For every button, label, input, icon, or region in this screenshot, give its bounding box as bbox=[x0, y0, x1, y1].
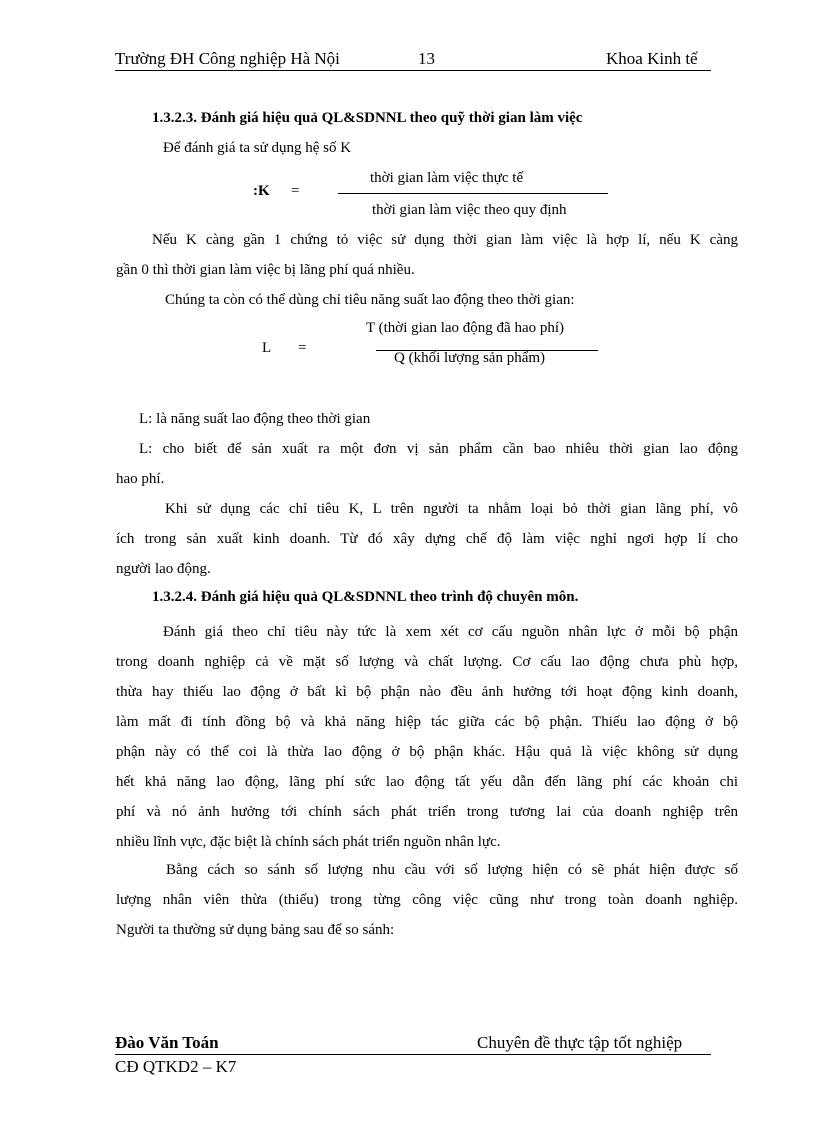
paragraph-structure-line4: làm mất đi tính đồng bộ và khả năng hiệp tác giữa các bộ phận. Thiếu lao động ở bộ bbox=[116, 714, 738, 730]
formula-l-numerator: T (thời gian lao động đã hao phí) bbox=[366, 320, 565, 336]
section-heading-2: 1.3.2.4. Đánh giá hiệu quả QL&SDNNL theo trình độ chuyên môn. bbox=[152, 589, 579, 605]
paragraph-compare-line3: Người ta thường sử dụng bảng sau để so sánh: bbox=[116, 922, 395, 938]
footer-title: Chuyên đề thực tập tốt nghiệp bbox=[477, 1033, 683, 1052]
intro-text: Để đánh giá ta sử dụng hệ số K bbox=[163, 140, 352, 156]
footer-rule bbox=[115, 1054, 711, 1055]
definition-l-2-line2: hao phí. bbox=[116, 471, 165, 487]
formula-k-numerator: thời gian làm việc thực tế bbox=[370, 170, 524, 186]
definition-l-1: L: là năng suất lao động theo thời gian bbox=[139, 411, 371, 427]
paragraph-k-line1: Nếu K càng gần 1 chứng tỏ việc sử dụng thời gian làm việc là hợp lí, nếu K càng bbox=[152, 232, 738, 248]
page-number: 13 bbox=[418, 49, 435, 68]
header-faculty: Khoa Kinh tế bbox=[606, 49, 698, 68]
formula-l-lhs: L bbox=[262, 340, 272, 356]
paragraph-structure-line5: phận này có thể coi là thừa lao động ở bộ phận khác. Hậu quả là việc không sử dụng bbox=[116, 744, 738, 760]
paragraph-compare-line2: lượng nhân viên thừa (thiếu) trong từng công việc cũng như trong toàn doanh nghiệp. bbox=[116, 892, 738, 908]
paragraph-k-line2: gần 0 thì thời gian làm việc bị lãng phí quá nhiều. bbox=[116, 262, 415, 278]
paragraph-structure-line8: nhiều lĩnh vực, đặc biệt là chính sách phát triển nguồn nhân lực. bbox=[116, 834, 501, 850]
definition-l-2-line1: L: cho biết để sản xuất ra một đơn vị sản phẩm cần bao nhiêu thời gian lao động bbox=[139, 441, 738, 457]
paragraph-compare-line1: Bằng cách so sánh số lượng nhu cầu với số lượng hiện có sẽ phát hiện được số bbox=[166, 862, 738, 878]
paragraph-structure-line6: hết khả năng lao động, lãng phí sức lao động tất yếu dẫn đến lãng phí các khoản chi bbox=[116, 774, 738, 790]
formula-k-lhs: :K bbox=[253, 183, 270, 199]
formula-l-equals: = bbox=[298, 340, 307, 356]
paragraph-structure-line1: Đánh giá theo chỉ tiêu này tức là xem xét cơ cấu nguồn nhân lực ở mỗi bộ phận bbox=[163, 624, 738, 640]
footer-author: Đào Văn Toán bbox=[115, 1033, 219, 1052]
paragraph-kl-line1: Khi sử dụng các chỉ tiêu K, L trên người ta nhằm loại bỏ thời gian lãng phí, vô bbox=[165, 501, 738, 517]
paragraph-structure-line2: trong doanh nghiệp cả về mặt số lượng và chất lượng. Cơ cấu lao động chưa phù hợp, bbox=[116, 654, 738, 670]
paragraph-structure-line3: thừa hay thiếu lao động ở bất kì bộ phận nào đều ảnh hưởng tới hoạt động kinh doanh, bbox=[116, 684, 738, 700]
formula-k-equals: = bbox=[291, 183, 300, 199]
paragraph-structure-line7: phí và nó ảnh hưởng tới chính sách phát triển trong tương lai của doanh nghiệp trên bbox=[116, 804, 738, 820]
formula-k-fraction-bar bbox=[338, 193, 608, 194]
header-rule bbox=[115, 70, 711, 71]
paragraph-kl-line2: ích trong sản xuất kinh doanh. Từ đó xây dựng chế độ làm việc nghỉ ngơi hợp lí cho bbox=[116, 531, 738, 547]
header-school: Trường ĐH Công nghiệp Hà Nội bbox=[115, 49, 340, 68]
footer-class: CĐ QTKD2 – K7 bbox=[115, 1057, 237, 1076]
formula-k-denominator: thời gian làm việc theo quy định bbox=[372, 202, 567, 218]
formula-l-denominator: Q (khối lượng sản phẩm) bbox=[394, 350, 546, 366]
section-heading-1: 1.3.2.3. Đánh giá hiệu quả QL&SDNNL theo quỹ thời gian làm việc bbox=[152, 110, 583, 126]
paragraph-kl-line3: người lao động. bbox=[116, 561, 211, 577]
paragraph-l-intro: Chúng ta còn có thể dùng chỉ tiêu năng suất lao động theo thời gian: bbox=[165, 292, 575, 308]
